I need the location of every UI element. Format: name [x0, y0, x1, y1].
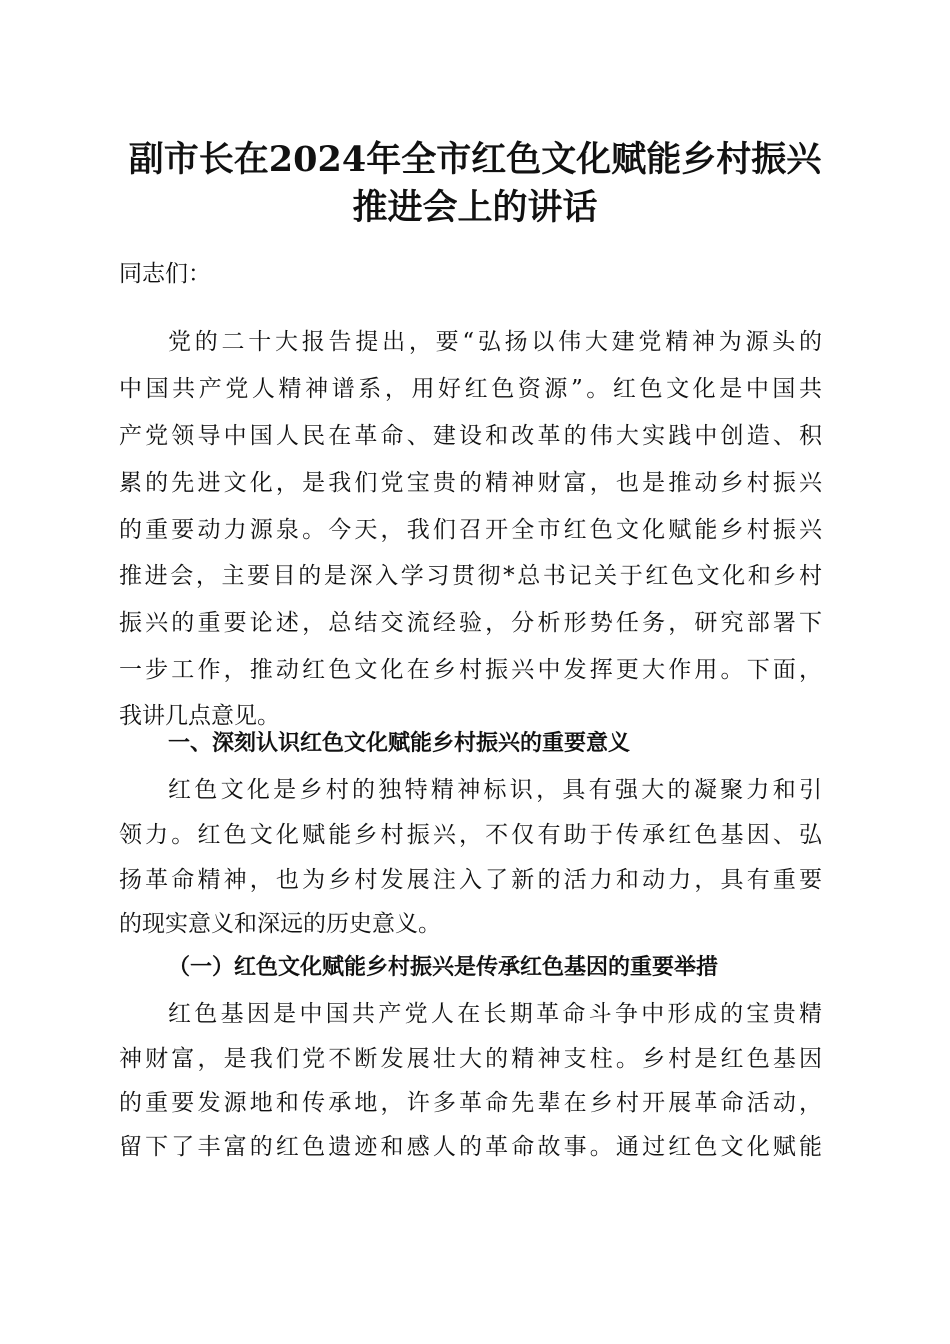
paragraph-line: 领力。红色文化赋能乡村振兴，不仅有助于传承红色基因、弘	[119, 822, 822, 848]
salutation: 同志们：	[119, 261, 211, 287]
subsection-heading: （一）红色文化赋能乡村振兴是传承红色基因的重要举措	[168, 954, 719, 980]
paragraph-line: 振兴的重要论述，总结交流经验，分析形势任务，研究部署下	[119, 610, 822, 636]
paragraph-line: 的重要发源地和传承地，许多革命先辈在乡村开展革命活动，	[119, 1090, 822, 1116]
paragraph-line: 党的二十大报告提出，要“弘扬以伟大建党精神为源头的	[168, 329, 822, 355]
paragraph-line: 扬革命精神，也为乡村发展注入了新的活力和动力，具有重要	[119, 867, 822, 893]
document-title-line-2: 推进会上的讲话	[352, 187, 598, 228]
paragraph-line: 红色基因是中国共产党人在长期革命斗争中形成的宝贵精	[168, 1001, 822, 1027]
paragraph-line: 我讲几点意见。	[119, 703, 280, 729]
paragraph-line: 的重要动力源泉。今天，我们召开全市红色文化赋能乡村振兴	[119, 517, 822, 543]
paragraph-line: 留下了丰富的红色遗迹和感人的革命故事。通过红色文化赋能	[119, 1134, 822, 1160]
document-title-line-1: 副市长在2024年全市红色文化赋能乡村振兴	[128, 139, 822, 180]
paragraph-line: 累的先进文化，是我们党宝贵的精神财富，也是推动乡村振兴	[119, 470, 822, 496]
paragraph-line: 一步工作，推动红色文化在乡村振兴中发挥更大作用。下面，	[119, 657, 822, 683]
paragraph-line: 的现实意义和深远的历史意义。	[119, 911, 441, 937]
paragraph-line: 推进会，主要目的是深入学习贯彻*总书记关于红色文化和乡村	[119, 563, 822, 589]
paragraph-line: 产党领导中国人民在革命、建设和改革的伟大实践中创造、积	[119, 423, 822, 449]
paragraph-line: 中国共产党人精神谱系，用好红色资源”。红色文化是中国共	[119, 376, 822, 402]
section-heading: 一、深刻认识红色文化赋能乡村振兴的重要意义	[168, 731, 631, 756]
paragraph-line: 神财富，是我们党不断发展壮大的精神支柱。乡村是红色基因	[119, 1046, 822, 1072]
paragraph-line: 红色文化是乡村的独特精神标识，具有强大的凝聚力和引	[168, 777, 822, 803]
